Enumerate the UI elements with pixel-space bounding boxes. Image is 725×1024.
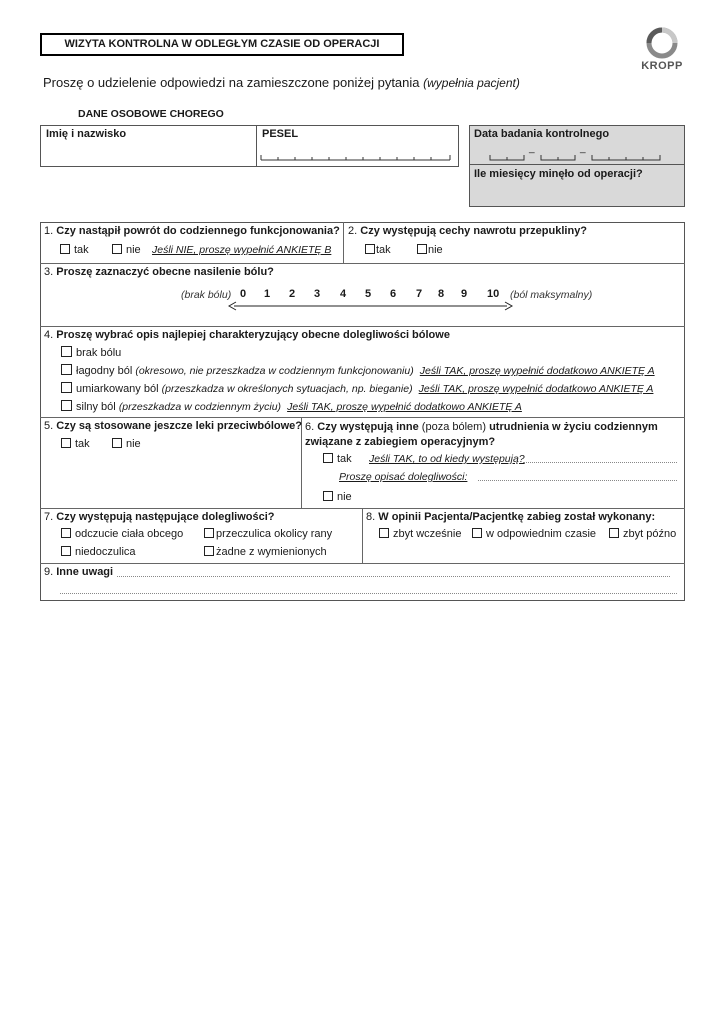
pain-scale-arrow bbox=[228, 300, 513, 312]
pain-scale-value[interactable]: 5 bbox=[365, 288, 372, 300]
q5-question: Czy są stosowane jeszcze leki przeciwbólowe? bbox=[56, 420, 303, 432]
q9-notes-line-1[interactable] bbox=[117, 576, 670, 577]
q4-number: 4. bbox=[44, 329, 54, 341]
form-title: WIZYTA KONTROLNA W ODLEGŁYM CZASIE OD OPERACJI bbox=[40, 33, 404, 56]
q8-question-a: W opinii Pacjenta/Pacjentkę bbox=[378, 511, 524, 523]
date-separator-2: _ bbox=[580, 143, 586, 154]
q3-min-label: (brak bólu) bbox=[181, 289, 232, 301]
q2-number: 2. bbox=[348, 225, 358, 237]
intro-text bbox=[43, 75, 520, 90]
q8-option-2-checkbox[interactable] bbox=[472, 528, 482, 538]
exam-divider bbox=[469, 164, 685, 165]
personal-section-title: DANE OSOBOWE CHOREGO bbox=[78, 108, 224, 120]
exam-date-field[interactable] bbox=[488, 150, 664, 162]
pain-scale-value[interactable]: 1 bbox=[264, 288, 271, 300]
q5-no-checkbox[interactable] bbox=[112, 438, 122, 448]
q6-describe-note: Proszę opisać dolegliwości: bbox=[339, 471, 468, 483]
q5-yes-checkbox[interactable] bbox=[61, 438, 71, 448]
q1-no-option[interactable] bbox=[112, 244, 141, 256]
q7-option-2-label: przeczulica okolicy rany bbox=[216, 528, 333, 540]
q2-no-option[interactable] bbox=[417, 244, 443, 256]
q7-option-3-checkbox[interactable] bbox=[61, 546, 71, 556]
q7-option-2-checkbox[interactable] bbox=[204, 528, 214, 538]
q8-option-3[interactable] bbox=[609, 528, 676, 540]
q4-option-3-label: umiarkowany ból bbox=[76, 383, 159, 395]
q1-note: Jeśli NIE, proszę wypełnić ANKIETĘ B bbox=[152, 244, 332, 256]
q4-option-1-label: brak bólu bbox=[76, 347, 122, 359]
q4-option-3-checkbox[interactable] bbox=[61, 382, 72, 393]
logo-text: KROPP bbox=[641, 60, 683, 72]
q4-option-2-label: łagodny ból bbox=[76, 365, 133, 377]
q4-option-4-checkbox[interactable] bbox=[61, 400, 72, 411]
q5-yes-label: tak bbox=[75, 438, 90, 450]
q7-option-4[interactable] bbox=[204, 546, 327, 558]
q4-option-1-checkbox[interactable] bbox=[61, 346, 72, 357]
q4-option-4-note: Jeśli TAK, proszę wypełnić dodatkowo ANKIETĘ A bbox=[287, 401, 522, 413]
name-label: Imię i nazwisko bbox=[46, 128, 127, 140]
q6-text bbox=[305, 420, 677, 450]
months-label: Ile miesięcy minęło od operacji? bbox=[474, 168, 643, 180]
q5-yes-option[interactable] bbox=[61, 438, 90, 450]
q4-option-2[interactable] bbox=[61, 364, 655, 377]
pain-scale-value[interactable]: 6 bbox=[390, 288, 397, 300]
row-divider-3 bbox=[40, 417, 685, 418]
q2-yes-option[interactable] bbox=[365, 244, 391, 256]
pain-scale-value[interactable]: 8 bbox=[438, 288, 445, 300]
q6-question-d: związane z zabiegiem operacyjnym? bbox=[305, 436, 496, 448]
q9-number: 9. bbox=[44, 566, 54, 578]
q6-no-label: nie bbox=[337, 491, 352, 503]
q6-when-field[interactable] bbox=[523, 462, 677, 463]
pesel-label: PESEL bbox=[262, 128, 299, 140]
personal-divider bbox=[256, 125, 257, 167]
pesel-field[interactable] bbox=[260, 152, 452, 162]
q2-no-checkbox[interactable] bbox=[417, 244, 427, 254]
q2-yes-checkbox[interactable] bbox=[365, 244, 375, 254]
intro-main: Proszę o udzielenie odpowiedzi na zamieszczone poniżej pytania bbox=[43, 75, 420, 90]
q4-option-3[interactable] bbox=[61, 382, 653, 395]
q8-question-b: zabieg został wykonany: bbox=[526, 511, 656, 523]
q5-text bbox=[44, 420, 302, 432]
q4-option-3-note: Jeśli TAK, proszę wypełnić dodatkowo ANKIETĘ A bbox=[418, 383, 654, 395]
q3-question: Proszę zaznaczyć obecne nasilenie bólu? bbox=[56, 266, 274, 278]
q9-question: Inne uwagi bbox=[56, 566, 114, 578]
q5-number: 5. bbox=[44, 420, 54, 432]
row-divider-5 bbox=[40, 563, 685, 564]
q4-question: Proszę wybrać opis najlepiej charakteryzujący obecne dolegliwości bólowe bbox=[56, 329, 450, 341]
pain-scale-value[interactable]: 10 bbox=[487, 288, 500, 300]
q7-option-1-label: odczucie ciała obcego bbox=[75, 528, 184, 540]
q3-text bbox=[44, 266, 274, 278]
q8-option-1[interactable] bbox=[379, 528, 461, 540]
q4-option-3-desc: (przeszkadza w określonych sytuacjach, np. bieganie) bbox=[161, 383, 413, 395]
q7-option-4-label: żadne z wymienionych bbox=[216, 546, 327, 558]
q6-question-c: utrudnienia w życiu codziennym bbox=[489, 421, 658, 433]
q1-question: Czy nastąpił powrót do codziennego funkcjonowania? bbox=[56, 225, 340, 237]
q2-text bbox=[348, 225, 587, 237]
q7-option-3[interactable] bbox=[61, 546, 136, 558]
q1-text bbox=[44, 225, 340, 237]
q6-describe-field[interactable] bbox=[478, 480, 677, 481]
q1-yes-label: tak bbox=[74, 244, 89, 256]
pain-scale-value[interactable]: 7 bbox=[416, 288, 423, 300]
q3-number: 3. bbox=[44, 266, 54, 278]
q7-option-3-label: niedoczulica bbox=[75, 546, 136, 558]
q8-number: 8. bbox=[366, 511, 376, 523]
q1-number: 1. bbox=[44, 225, 54, 237]
date-separator-1: _ bbox=[529, 143, 535, 154]
q2-no-label: nie bbox=[428, 244, 443, 256]
pain-scale-value[interactable]: 2 bbox=[289, 288, 296, 300]
q1-no-label: nie bbox=[126, 244, 141, 256]
q6-yes-checkbox[interactable] bbox=[323, 453, 333, 463]
q1-yes-checkbox[interactable] bbox=[60, 244, 70, 254]
pain-scale-value[interactable]: 0 bbox=[240, 288, 247, 300]
q6-question-a: Czy występują inne bbox=[317, 421, 419, 433]
q8-text bbox=[366, 511, 655, 523]
q9-text bbox=[44, 566, 113, 578]
q5-no-label: nie bbox=[126, 438, 141, 450]
q4-option-4[interactable] bbox=[61, 400, 522, 413]
q8-option-1-label: zbyt wcześnie bbox=[393, 528, 462, 540]
q5-no-option[interactable] bbox=[112, 438, 141, 450]
months-field[interactable] bbox=[470, 184, 684, 206]
q1-yes-option[interactable] bbox=[60, 244, 89, 256]
q6-number: 6. bbox=[305, 421, 315, 433]
pain-scale-value[interactable]: 4 bbox=[340, 288, 347, 300]
q7-text bbox=[44, 511, 274, 523]
q7-number: 7. bbox=[44, 511, 54, 523]
q2-yes-label: tak bbox=[376, 244, 391, 256]
q6-no-option[interactable] bbox=[323, 491, 352, 503]
q4-option-2-desc: (okresowo, nie przeszkadza w codziennym funkcjonowaniu) bbox=[135, 365, 414, 377]
col-divider-q7q8 bbox=[362, 508, 363, 563]
q7-option-1-checkbox[interactable] bbox=[61, 528, 71, 538]
q4-text bbox=[44, 329, 450, 341]
row-divider-2 bbox=[40, 326, 685, 327]
q6-question-b: (poza bólem) bbox=[421, 421, 486, 433]
q9-notes-line-2[interactable] bbox=[60, 593, 677, 594]
pain-scale-value[interactable]: 9 bbox=[461, 288, 468, 300]
row-divider-1 bbox=[40, 263, 685, 264]
q8-option-1-checkbox[interactable] bbox=[379, 528, 389, 538]
q4-option-1[interactable] bbox=[61, 346, 121, 359]
q8-option-3-label: zbyt późno bbox=[623, 528, 677, 540]
name-field[interactable] bbox=[41, 146, 255, 166]
q7-option-4-checkbox[interactable] bbox=[204, 546, 214, 556]
q4-option-2-checkbox[interactable] bbox=[61, 364, 72, 375]
q6-when-note: Jeśli TAK, to od kiedy występują? bbox=[369, 453, 525, 465]
q4-option-2-note: Jeśli TAK, proszę wypełnić dodatkowo ANKIETĘ A bbox=[419, 365, 655, 377]
q8-option-3-checkbox[interactable] bbox=[609, 528, 619, 538]
q4-option-4-desc: (przeszkadza w codziennym życiu) bbox=[118, 401, 282, 413]
q1-no-checkbox[interactable] bbox=[112, 244, 122, 254]
col-divider-q1q2 bbox=[343, 222, 344, 263]
q7-option-2[interactable] bbox=[204, 528, 332, 540]
q2-question: Czy występują cechy nawrotu przepukliny? bbox=[360, 225, 588, 237]
q6-yes-option[interactable] bbox=[323, 453, 352, 465]
q3-max-label: (ból maksymalny) bbox=[510, 289, 593, 301]
q7-option-1[interactable] bbox=[61, 528, 183, 540]
q4-option-4-label: silny ból bbox=[76, 401, 116, 413]
q8-option-2-label: w odpowiednim czasie bbox=[486, 528, 597, 540]
q6-yes-label: tak bbox=[337, 453, 352, 465]
pain-scale-value[interactable]: 3 bbox=[314, 288, 321, 300]
q6-no-checkbox[interactable] bbox=[323, 491, 333, 501]
q8-option-2[interactable] bbox=[472, 528, 596, 540]
q7-question: Czy występują następujące dolegliwości? bbox=[56, 511, 275, 523]
exam-date-label: Data badania kontrolnego bbox=[474, 128, 610, 140]
intro-note: (wypełnia pacjent) bbox=[423, 76, 520, 90]
